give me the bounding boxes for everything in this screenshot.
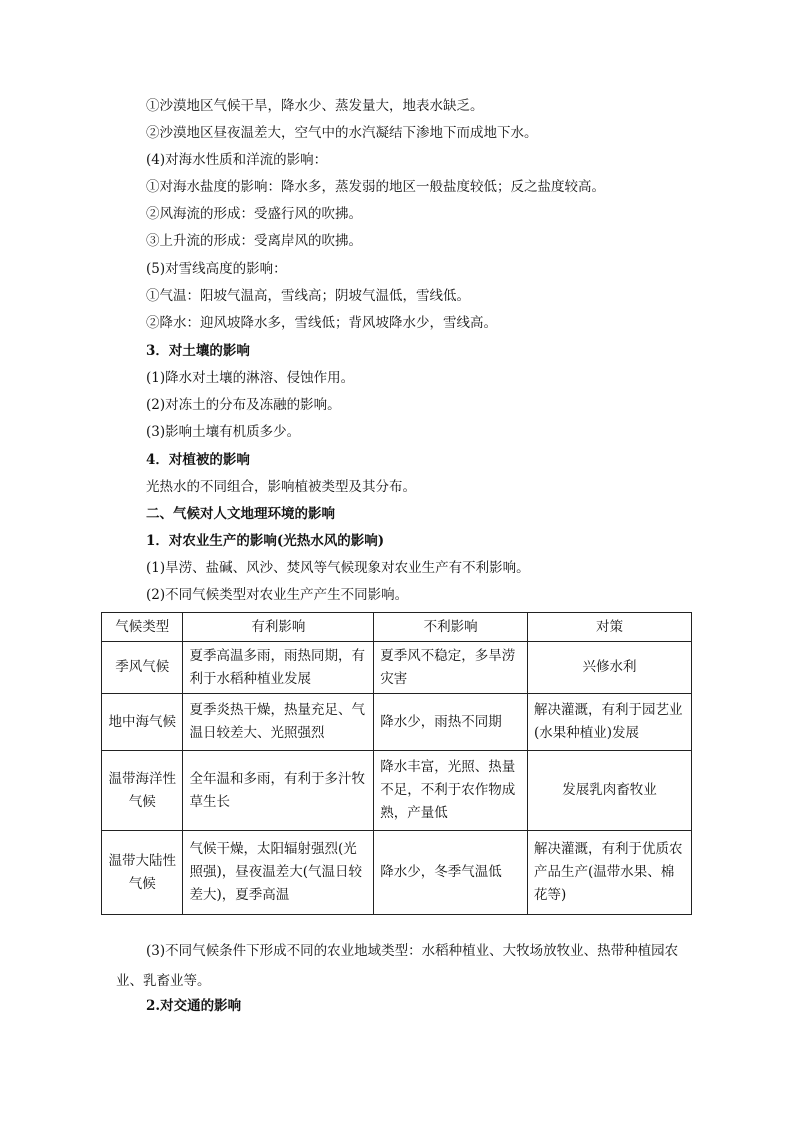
header-cell: 有利影响 <box>183 613 374 642</box>
text-line: ②风海流的形成：受盛行风的吹拂。 <box>146 206 362 222</box>
table-cell: 降水丰富，光照、热量不足，不利于农作物成熟，产量低 <box>374 751 528 831</box>
text-line: (2)对冻土的分布及冻融的影响。 <box>146 397 341 413</box>
table-cell: 夏季高温多雨，雨热同期，有利于水稻种植业发展 <box>183 642 374 694</box>
table-cell: 气候干燥，太阳辐射强烈(光照强)，昼夜温差大(气温日较差大)，夏季高温 <box>183 831 374 915</box>
table-cell: 季风气候 <box>102 642 183 694</box>
paragraph: (3)不同气候条件下形成不同的农业地域类型：水稻种植业、大牧场放牧业、热带种植园农业、乳畜业等。 <box>116 943 679 989</box>
section-heading: 3．对土壤的影响 <box>146 343 250 359</box>
text-line: ②降水：迎风坡降水多，雪线低；背风坡降水少，雪线高。 <box>146 315 497 331</box>
text-line: (1)降水对土壤的淋溶、侵蚀作用。 <box>146 370 355 386</box>
text-line: 光热水的不同组合，影响植被类型及其分布。 <box>146 479 416 495</box>
table-cell: 降水少，雨热不同期 <box>374 694 528 751</box>
text-line: (2)不同气候类型对农业生产产生不同影响。 <box>146 587 409 603</box>
text-line: ①对海水盐度的影响：降水多，蒸发弱的地区一般盐度较低；反之盐度较高。 <box>146 179 605 195</box>
text-line: ②沙漠地区昼夜温差大，空气中的水汽凝结下渗地下而成地下水。 <box>146 125 538 141</box>
header-cell: 对策 <box>527 613 691 642</box>
header-cell: 不利影响 <box>374 613 528 642</box>
table-cell: 兴修水利 <box>527 642 691 694</box>
table-cell: 夏季炎热干燥，热量充足、气温日较差大、光照强烈 <box>183 694 374 751</box>
text-line: (3)影响土壤有机质多少。 <box>146 424 301 440</box>
section-heading: 2.对交通的影响 <box>146 998 242 1014</box>
table-cell: 解决灌溉，有利于园艺业(水果种植业)发展 <box>527 694 691 751</box>
climate-impact-table <box>101 612 692 915</box>
text-line: ①气温：阳坡气温高，雪线高；阴坡气温低，雪线低。 <box>146 288 470 304</box>
text-line: (1)旱涝、盐碱、风沙、焚风等气候现象对农业生产有不利影响。 <box>146 560 530 576</box>
table-cell: 夏季风不稳定，多旱涝灾害 <box>374 642 528 694</box>
text-line: ③上升流的形成：受离岸风的吹拂。 <box>146 233 362 249</box>
table-cell: 温带大陆性气候 <box>102 831 183 915</box>
header-cell: 气候类型 <box>102 613 183 642</box>
text-line: (4)对海水性质和洋流的影响： <box>146 152 328 168</box>
section-heading: 二、气候对人文地理环境的影响 <box>146 506 335 522</box>
table-cell: 全年温和多雨，有利于多汁牧草生长 <box>183 751 374 831</box>
table-cell: 降水少，冬季气温低 <box>374 831 528 915</box>
table-cell: 发展乳肉畜牧业 <box>527 751 691 831</box>
table-cell: 温带海洋性气候 <box>102 751 183 831</box>
table-cell: 地中海气候 <box>102 694 183 751</box>
table-row <box>102 831 692 915</box>
table-row <box>102 642 692 694</box>
section-heading: 1．对农业生产的影响(光热水风的影响) <box>146 533 385 549</box>
table-cell: 解决灌溉，有利于优质农产品生产(温带水果、棉花等) <box>527 831 691 915</box>
text-line: (5)对雪线高度的影响： <box>146 261 287 277</box>
section-heading: 4．对植被的影响 <box>146 452 250 468</box>
table-header-row <box>102 613 692 642</box>
text-line: ①沙漠地区气候干旱，降水少、蒸发量大，地表水缺乏。 <box>146 98 484 114</box>
table-row <box>102 751 692 831</box>
table-row <box>102 694 692 751</box>
